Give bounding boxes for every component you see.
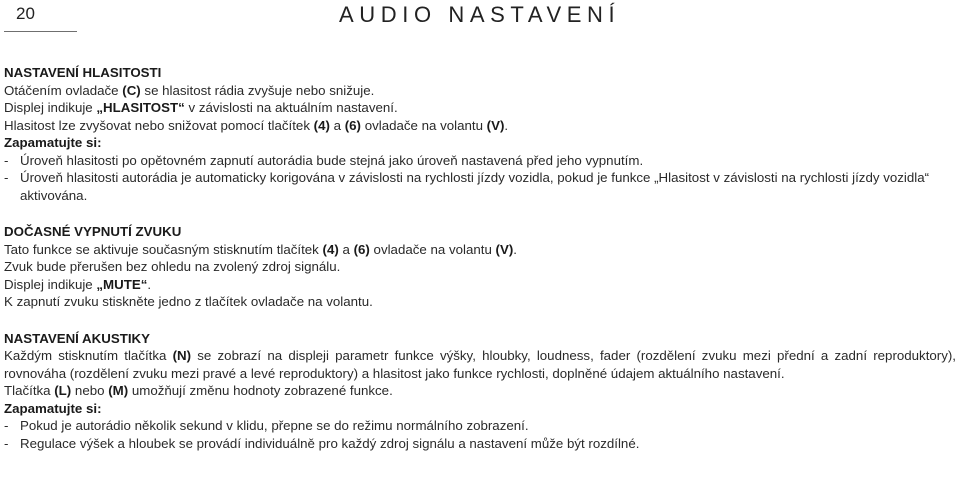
volume-note-1: - Úroveň hlasitosti po opětovném zapnutí autorádia bude stejná jako úroveň nastavená před jeho vypnutím. — [4, 152, 644, 168]
dash-bullet: - — [4, 170, 9, 185]
acoustics-note-label: Zapamatujte si: — [4, 400, 102, 416]
mute-heading: DOČASNÉ VYPNUTÍ ZVUKU — [4, 224, 182, 239]
acoustics-heading: NASTAVENÍ AKUSTIKY — [4, 330, 151, 346]
volume-note-label: Zapamatujte si: — [4, 135, 102, 150]
page-number: 20 — [16, 4, 35, 23]
mute-line-3: Displej indikuje „MUTE“. — [4, 276, 152, 292]
mute-line-1: Tato funkce se aktivuje současným stisknutím tlačítek (4) a (6) ovladače na volantu (V). — [4, 241, 517, 257]
acoustics-para-1: Každým stisknutím tlačítka (N) se zobrazí na displeji parametr funkce výšky, hloubky, loudness, fader (rozdělení zvuku mezi přední a zadní reproduktory), rovnováha (rozdělení zvuku mezi pravé a levé reproduktory) a hlasitost jako funkce rychlosti, doplněné údajem aktuálního nastavení. — [4, 348, 956, 381]
mute-line-4: K zapnutí zvuku stiskněte jedno z tlačítek ovladače na volantu. — [4, 294, 373, 309]
acoustics-note-2: - Regulace výšek a hloubek se provádí individuálně pro každý zdroj signálu a nastavení může být rozdílné. — [4, 435, 640, 451]
page-content — [4, 64, 956, 452]
page-number-rule — [4, 31, 77, 32]
acoustics-note-1: - Pokud je autorádio několik sekund v klidu, přepne se do režimu normálního zobrazení. — [4, 418, 529, 433]
dash-bullet: - — [4, 418, 9, 433]
volume-line-2: Displej indikuje „HLASITOST“ v závislosti na aktuálním nastavení. — [4, 100, 398, 115]
dash-bullet: - — [4, 435, 9, 451]
volume-note-2: - Úroveň hlasitosti autorádia je automaticky korigována v závislosti na rychlosti jízdy vozidla, pokud je funkce „Hlasitost v závislosti na rychlosti jízdy vozidla“ aktivována. — [4, 170, 930, 203]
dash-bullet: - — [4, 152, 9, 168]
mute-line-2: Zvuk bude přerušen bez ohledu na zvolený zdroj signálu. — [4, 259, 341, 274]
volume-line-3: Hlasitost lze zvyšovat nebo snižovat pomocí tlačítek (4) a (6) ovladače na volantu (V). — [4, 117, 509, 133]
acoustics-para-2: Tlačítka (L) nebo (M) umožňují změnu hodnoty zobrazené funkce. — [4, 383, 393, 398]
volume-line-1: Otáčením ovladače (C) se hlasitost rádia zvyšuje nebo snižuje. — [4, 82, 375, 98]
volume-heading: NASTAVENÍ HLASITOSTI — [4, 65, 162, 80]
page-title: AUDIO NASTAVENÍ — [339, 2, 621, 27]
